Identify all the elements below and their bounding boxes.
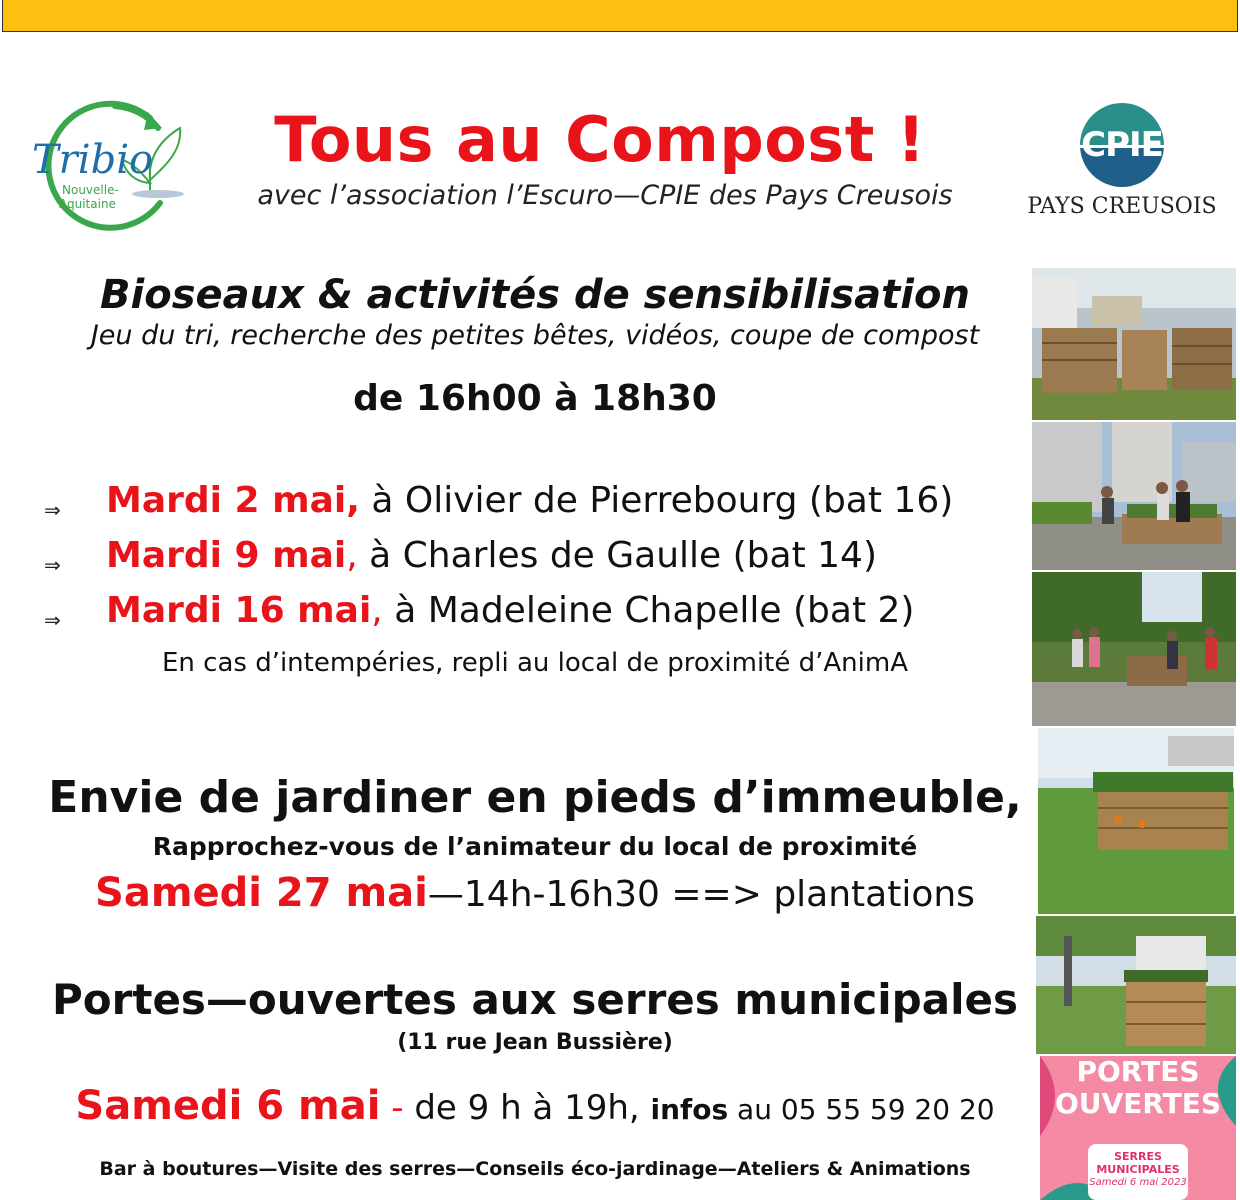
arrow-icon: ⇒: [44, 498, 61, 522]
date-day: Mardi 2 mai,: [106, 480, 360, 521]
open-days-address: (11 rue Jean Bussière): [397, 1030, 673, 1055]
tribio-sub1: Nouvelle-: [62, 183, 119, 197]
open-days-date-line: [40, 1083, 1030, 1129]
open-days-poster: [1040, 1056, 1236, 1200]
tribio-sub2: Aquitaine: [59, 197, 116, 211]
poster-line2: OUVERTES: [1054, 1087, 1222, 1120]
date-place: à Charles de Gaulle (bat 14): [357, 535, 877, 576]
date-place: à Olivier de Pierrebourg (bat 16): [359, 480, 954, 521]
open-days-dash: -: [380, 1088, 415, 1128]
date-day: Mardi 16 mai: [106, 590, 372, 631]
date-day: Mardi 9 mai: [106, 535, 347, 576]
garden-title: Envie de jardiner en pieds d’immeuble,: [48, 772, 1022, 823]
photo-raised-bed: [1038, 728, 1234, 914]
page-subtitle: avec l’association l’Escuro—CPIE des Pays Creusois: [257, 180, 953, 211]
tribio-name: Tribio: [32, 137, 154, 183]
top-banner-bar: [2, 0, 1238, 32]
date-row: [44, 480, 1034, 534]
arrow-icon: ⇒: [44, 553, 61, 577]
date-separator: ,: [371, 590, 383, 631]
activities-hours: de 16h00 à 18h30: [353, 378, 717, 419]
date-place: à Madeleine Chapelle (bat 2): [382, 590, 915, 631]
date-row: [44, 590, 1034, 644]
tribio-logo: [30, 98, 195, 238]
photo-planter-parking: [1036, 916, 1236, 1054]
garden-details: —14h-16h30 ==> plantations: [427, 874, 975, 915]
open-days-date: Samedi 6 mai: [75, 1083, 381, 1129]
garden-date: Samedi 27 mai: [95, 870, 428, 916]
infos-phone: au 05 55 59 20 20: [728, 1093, 995, 1126]
date-separator: ,: [346, 535, 358, 576]
open-days-footer: Bar à boutures—Visite des serres—Conseils éco-jardinage—Ateliers & Animations: [99, 1158, 971, 1180]
activities-subtitle: Jeu du tri, recherche des petites bêtes, vidéos, coupe de compost: [90, 320, 980, 351]
garden-subtitle: Rapprochez-vous de l’animateur du local de proximité: [152, 832, 918, 861]
poster-line1: PORTES: [1076, 1056, 1200, 1088]
weather-note: En cas d’intempéries, repli au local de proximité d’AnimA: [161, 648, 908, 678]
poster-line5: Samedi 6 mai 2023: [1089, 1177, 1187, 1188]
open-days-time: de 9 h à 19h,: [414, 1088, 651, 1128]
arrow-icon: ⇒: [44, 608, 61, 632]
cpie-name: CPIE: [1081, 125, 1163, 165]
garden-date-line: [40, 870, 1030, 916]
poster-line4: MUNICIPALES: [1096, 1163, 1180, 1176]
photo-group-garden: [1032, 572, 1236, 726]
infos-label: infos: [650, 1093, 729, 1126]
date-row: [44, 535, 1034, 589]
photo-compost-bins: [1032, 268, 1236, 420]
poster-line3: SERRES: [1114, 1150, 1162, 1163]
open-days-title: Portes—ouvertes aux serres municipales: [52, 975, 1018, 1024]
cpie-caption: PAYS CREUSOIS: [1027, 194, 1217, 219]
page-title: Tous au Compost !: [274, 103, 926, 176]
activities-title: Bioseaux & activités de sensibilisation: [100, 272, 970, 318]
photo-garden-workers: [1032, 422, 1236, 570]
cpie-logo: [1010, 100, 1235, 225]
